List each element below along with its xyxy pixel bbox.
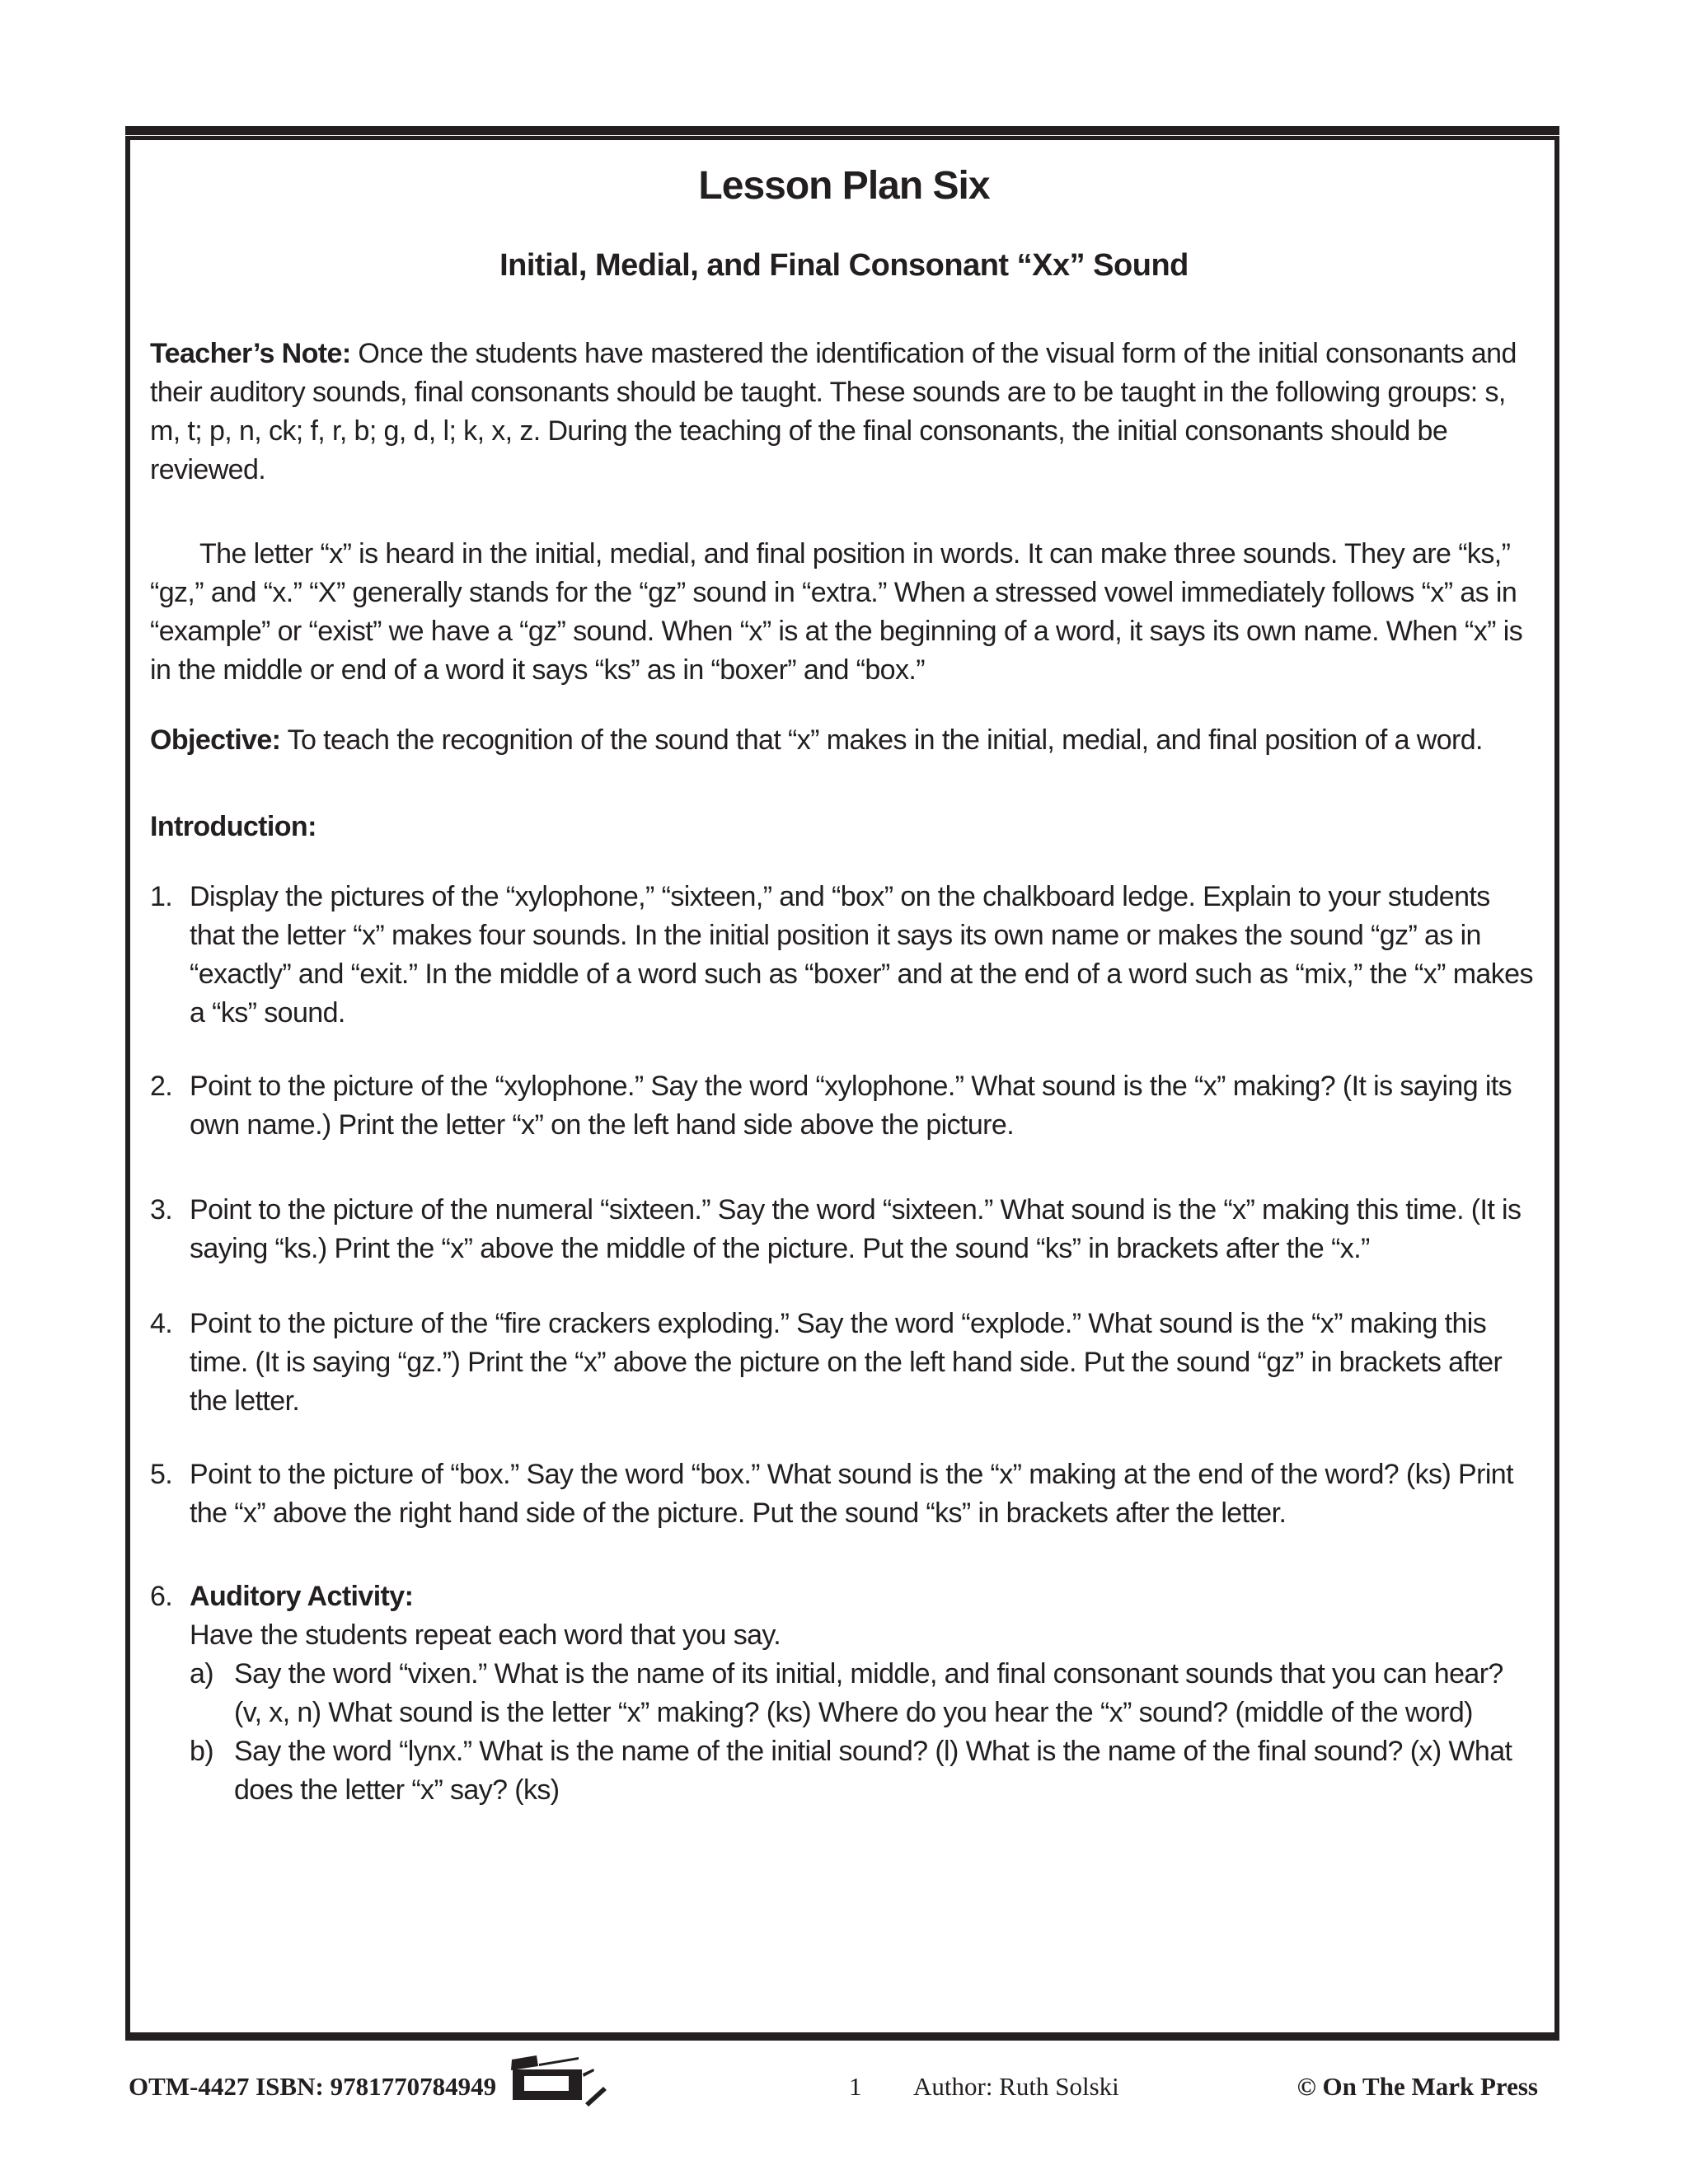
on-the-mark-press-logo-icon	[511, 2055, 608, 2118]
step-2	[150, 1067, 1538, 1145]
author-credit: Author: Ruth Solski	[913, 2072, 1119, 2101]
teachers-note-label: Teacher’s Note:	[150, 338, 351, 369]
teachers-note-paragraph	[150, 335, 1538, 490]
step-4-text: Point to the picture of the “fire crackers exploding.” Say the word “explode.” What sound is the “x” making this time. (It is saying “gz.”) Print the “x” above the picture on the left hand side. Put the sound “gz” in brackets after the letter.	[190, 1308, 1503, 1417]
step-5-number: 5.	[150, 1459, 173, 1490]
step-1-text: Display the pictures of the “xylophone,” “sixteen,” and “box” on the chalkboard ledge. Explain to your students that the letter “x” makes four sounds. In the initial position it says its own name or makes the sound “gz” as in “exactly” and “exit.” In the middle of a word such as “boxer” and at the end of a word such as “mix,” the “x” makes a “ks” sound.	[190, 881, 1533, 1029]
step-5-text: Point to the picture of “box.” Say the word “box.” What sound is the “x” making at the end of the word? (ks) Print the “x” above the right hand side of the picture. Put the sound “ks” in brackets after the letter.	[190, 1459, 1513, 1529]
page-footer	[125, 2064, 1559, 2121]
step-6-number: 6.	[150, 1581, 173, 1612]
step-3	[150, 1191, 1538, 1268]
auditory-subitem-b	[190, 1732, 1538, 1810]
page-title: Lesson Plan Six	[698, 164, 990, 208]
objective-text: To teach the recognition of the sound that “x” makes in the initial, medial, and final position of a word.	[287, 724, 1483, 756]
page-number: 1	[849, 2072, 862, 2101]
step-4	[150, 1305, 1538, 1421]
step-1	[150, 878, 1538, 1033]
objective-label: Objective:	[150, 724, 281, 756]
step-2-number: 2.	[150, 1071, 173, 1102]
subitem-b-text: Say the word “lynx.” What is the name of the initial sound? (l) What is the name of the final sound? (x) What does the letter “x” say? (ks)	[234, 1736, 1512, 1806]
subitem-b-marker: b)	[190, 1736, 214, 1767]
page-subtitle: Initial, Medial, and Final Consonant “Xx” Sound	[499, 248, 1189, 283]
subitem-a-marker: a)	[190, 1658, 214, 1690]
subitem-a-text: Say the word “vixen.” What is the name of its initial, middle, and final consonant sounds that you can hear? (v, x, n) What sound is the letter “x” making? (ks) Where do you hear the “x” sound? (middle of the word)	[234, 1658, 1503, 1728]
teachers-note-text: Once the students have mastered the identification of the visual form of the initial consonants and their auditory sounds, final consonants should be taught. These sounds are to be taught in the following groups: s, m, t; p, n, ck; f, r, b; g, d, l; k, x, z. During the teaching of the final consonants, the initial consonants should be reviewed.	[150, 338, 1517, 485]
isbn-text: OTM-4427 ISBN: 9781770784949	[129, 2072, 497, 2101]
introduction-heading: Introduction:	[150, 811, 316, 842]
lesson-plan-box	[125, 136, 1559, 2041]
step-1-number: 1.	[150, 881, 173, 912]
auditory-activity-intro: Have the students repeat each word that you say.	[190, 1619, 781, 1651]
auditory-subitem-a	[190, 1655, 1538, 1732]
step-3-number: 3.	[150, 1194, 173, 1226]
letter-x-paragraph: The letter “x” is heard in the initial, medial, and final position in words. It can make three sounds. They are “ks,” “gz,” and “x.” “X” generally stands for the “gz” sound in “extra.” When a stressed vowel immediately follows “x” as in “example” or “exist” we have a “gz” sound. When “x” is at the beginning of a word, it says its own name. When “x” is in the middle or end of a word it says “ks” as in “boxer” and “box.”	[150, 538, 1523, 686]
step-4-number: 4.	[150, 1308, 173, 1339]
objective-paragraph	[150, 721, 1538, 760]
step-2-text: Point to the picture of the “xylophone.” Say the word “xylophone.” What sound is the “x” making? (It is saying its own name.) Print the letter “x” on the left hand side above the picture.	[190, 1071, 1512, 1141]
step-6-auditory-activity	[150, 1577, 1538, 1810]
copyright-text: © On The Mark Press	[1296, 2072, 1538, 2101]
step-3-text: Point to the picture of the numeral “sixteen.” Say the word “sixteen.” What sound is the “x” making this time. (It is saying “ks.) Print the “x” above the middle of the picture. Put the sound “ks” in brackets after the “x.”	[190, 1194, 1522, 1264]
auditory-activity-label: Auditory Activity:	[190, 1581, 414, 1612]
step-5	[150, 1455, 1538, 1533]
